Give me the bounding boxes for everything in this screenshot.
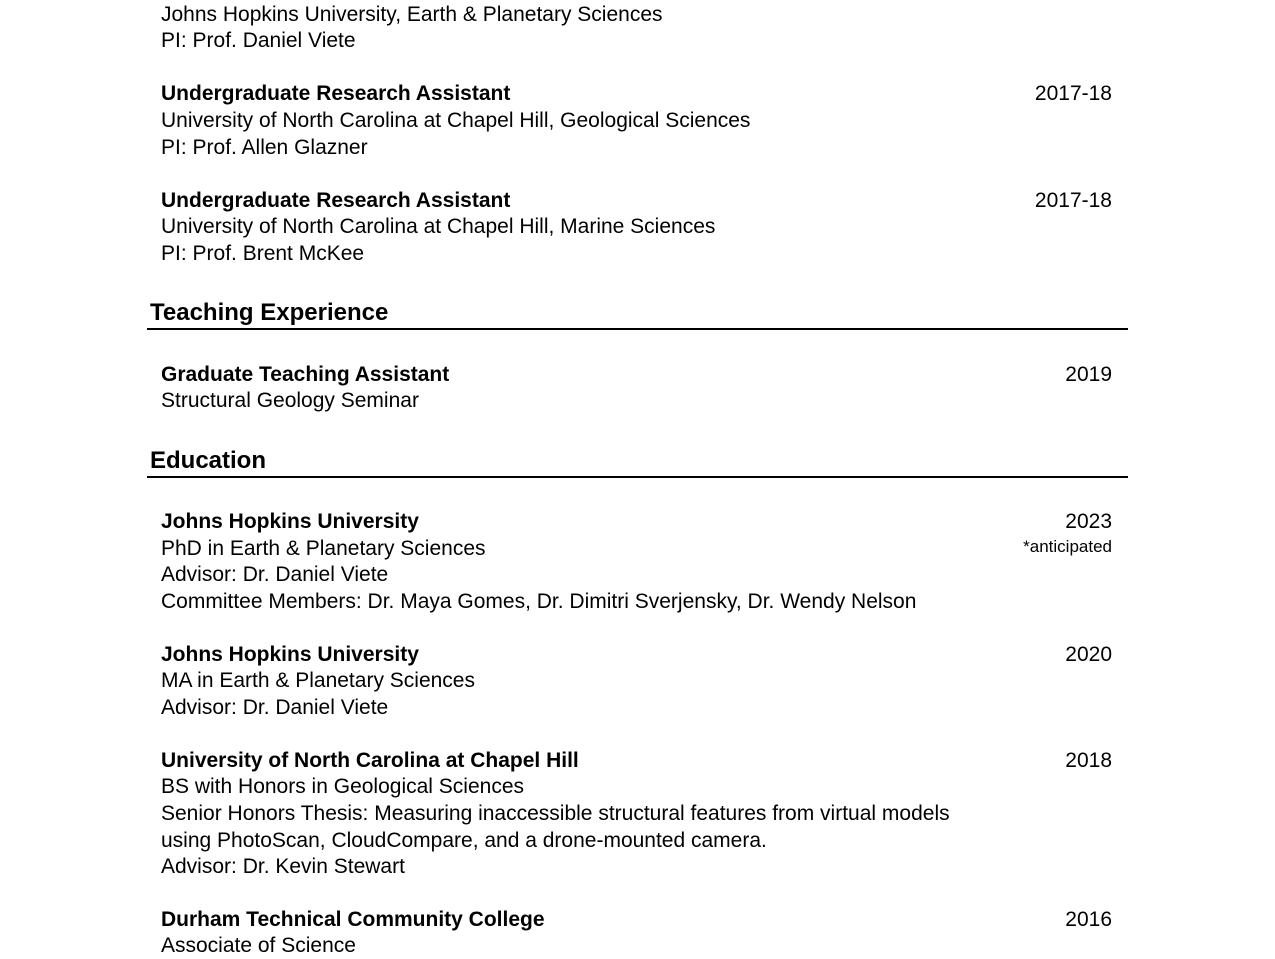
education-date: 2020 (1065, 643, 1112, 666)
section-divider (147, 476, 1128, 478)
teaching-date: 2019 (1065, 363, 1112, 386)
education-date: 2018 (1065, 749, 1112, 772)
education-school: Johns Hopkins University (161, 643, 419, 666)
research-pi-line: PI: Prof. Daniel Viete (161, 29, 356, 52)
research-title: Undergraduate Research Assistant (161, 82, 511, 105)
education-detail: Associate of Science (161, 934, 356, 957)
education-detail: BS with Honors in Geological Sciences (161, 775, 525, 798)
education-date-note: *anticipated (1023, 537, 1112, 556)
section-heading-teaching: Teaching Experience (150, 299, 389, 326)
research-title: Undergraduate Research Assistant (161, 189, 511, 212)
research-org-line: University of North Carolina at Chapel Hill, Geological Sciences (161, 109, 751, 132)
education-detail: MA in Earth & Planetary Sciences (161, 669, 475, 692)
education-detail: PhD in Earth & Planetary Sciences (161, 537, 486, 560)
education-detail: Advisor: Dr. Daniel Viete (161, 696, 389, 719)
section-divider (147, 328, 1128, 330)
research-org-line: Johns Hopkins University, Earth & Planetary Sciences (161, 3, 663, 26)
research-org-line: University of North Carolina at Chapel Hill, Marine Sciences (161, 215, 716, 238)
education-school: Durham Technical Community College (161, 908, 545, 931)
teaching-detail: Structural Geology Seminar (161, 389, 419, 412)
education-detail: Senior Honors Thesis: Measuring inaccessible structural features from virtual models (161, 802, 950, 825)
education-detail: using PhotoScan, CloudCompare, and a drone-mounted camera. (161, 829, 767, 852)
education-school: University of North Carolina at Chapel Hill (161, 749, 579, 772)
education-detail: Committee Members: Dr. Maya Gomes, Dr. Dimitri Sverjensky, Dr. Wendy Nelson (161, 590, 917, 613)
education-date: 2023 (1065, 510, 1112, 533)
research-date: 2017-18 (1034, 82, 1112, 105)
education-detail: Advisor: Dr. Kevin Stewart (161, 855, 405, 878)
research-date: 2017-18 (1034, 189, 1112, 212)
section-heading-education: Education (150, 447, 267, 474)
research-pi-line: PI: Prof. Allen Glazner (161, 136, 368, 159)
education-school: Johns Hopkins University (161, 510, 419, 533)
teaching-title: Graduate Teaching Assistant (161, 363, 450, 386)
research-pi-line: PI: Prof. Brent McKee (161, 242, 365, 265)
education-detail: Advisor: Dr. Daniel Viete (161, 563, 389, 586)
education-date: 2016 (1065, 908, 1112, 931)
